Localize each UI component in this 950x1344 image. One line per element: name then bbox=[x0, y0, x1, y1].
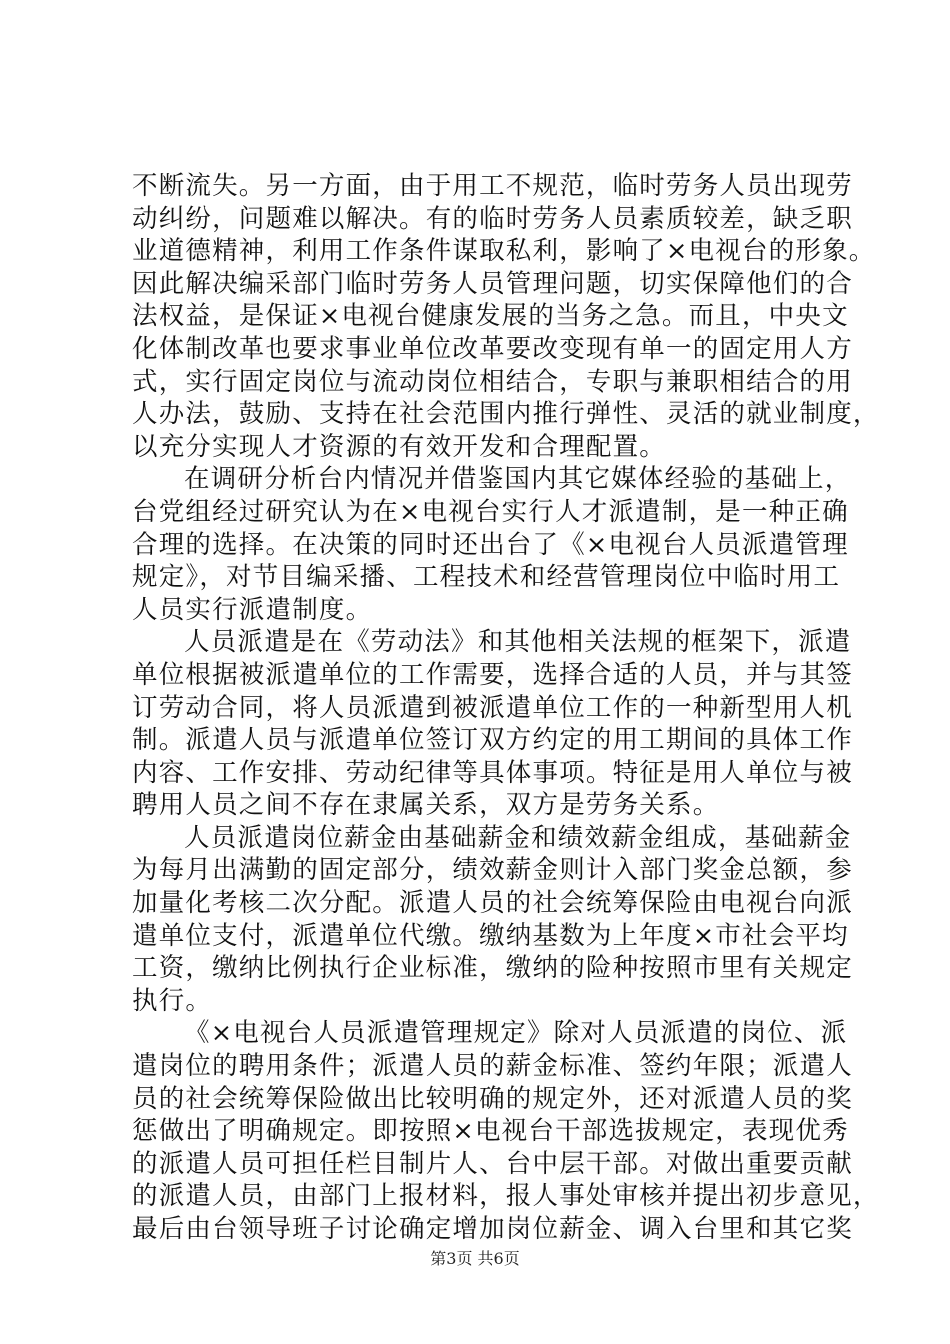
text-line: 单位根据被派遣单位的工作需要，选择合适的人员，并与其签 bbox=[132, 659, 853, 690]
paragraph bbox=[132, 1017, 880, 1245]
text-line: 的派遣人员可担任栏目制片人、台中层干部。对做出重要贡献 bbox=[132, 1148, 853, 1179]
text-line: 《×电视台人员派遣管理规定》除对人员派遣的岗位、派 bbox=[184, 1018, 848, 1049]
text-line: 制。派遣人员与派遣单位签订双方约定的用工期间的具体工作 bbox=[132, 725, 853, 756]
text-line: 员的社会统筹保险做出比较明确的规定外，还对派遣人员的奖 bbox=[132, 1083, 853, 1114]
text-line: 法权益，是保证×电视台健康发展的当务之急。而且，中央文 bbox=[132, 301, 849, 332]
text-line: 最后由台领导班子讨论确定增加岗位薪金、调入台里和其它奖 bbox=[132, 1214, 853, 1244]
text-line: 化体制改革也要求事业单位改革要改变现有单一的固定用人方 bbox=[132, 333, 853, 364]
paragraph bbox=[132, 170, 880, 463]
text-line: 人员派遣是在《劳动法》和其他相关法规的框架下，派遣 bbox=[184, 627, 852, 658]
page-number: 第3页 共6页 bbox=[430, 1249, 520, 1268]
text-line: 业道德精神，利用工作条件谋取私利，影响了×电视台的形象。 bbox=[132, 236, 876, 267]
text-line: 为每月出满勤的固定部分，绩效薪金则计入部门奖金总额，参 bbox=[132, 855, 853, 886]
text-line: 工资，缴纳比例执行企业标准，缴纳的险种按照市里有关规定 bbox=[132, 953, 853, 984]
text-line: 加量化考核二次分配。派遣人员的社会统筹保险由电视台向派 bbox=[132, 888, 853, 919]
text-line: 规定》，对节目编采播、工程技术和经营管理岗位中临时用工 bbox=[132, 562, 841, 593]
text-line: 遣岗位的聘用条件；派遣人员的薪金标准、签约年限；派遣人 bbox=[132, 1051, 853, 1082]
text-line: 执行。 bbox=[132, 985, 213, 1016]
text-line: 合理的选择。在决策的同时还出台了《×电视台人员派遣管理 bbox=[132, 529, 849, 560]
text-line: 聘用人员之间不存在隶属关系，双方是劳务关系。 bbox=[132, 790, 720, 821]
text-line: 人办法，鼓励、支持在社会范围内推行弹性、灵活的就业制度， bbox=[132, 399, 880, 430]
text-line: 动纠纷，问题难以解决。有的临时劳务人员素质较差，缺乏职 bbox=[132, 203, 853, 234]
text-line: 因此解决编采部门临时劳务人员管理问题，切实保障他们的合 bbox=[132, 268, 853, 299]
text-line: 的派遣人员，由部门上报材料，报人事处审核并提出初步意见， bbox=[132, 1181, 880, 1212]
text-line: 在调研分析台内情况并借鉴国内其它媒体经验的基础上， bbox=[184, 464, 852, 495]
text-line: 订劳动合同，将人员派遣到被派遣单位工作的一种新型用人机 bbox=[132, 692, 853, 723]
text-line: 人员实行派遣制度。 bbox=[132, 594, 373, 625]
paragraph bbox=[132, 822, 853, 1018]
text-line: 遣单位支付，派遣单位代缴。缴纳基数为上年度×市社会平均 bbox=[132, 920, 849, 951]
text-line: 内容、工作安排、劳动纪律等具体事项。特征是用人单位与被 bbox=[132, 757, 853, 788]
page-footer bbox=[0, 1246, 950, 1269]
text-line: 惩做出了明确规定。即按照×电视台干部选拔规定，表现优秀 bbox=[132, 1116, 849, 1147]
text-line: 人员派遣岗位薪金由基础薪金和绩效薪金组成，基础薪金 bbox=[184, 822, 852, 853]
text-line: 不断流失。另一方面，由于用工不规范，临时劳务人员出现劳 bbox=[132, 171, 853, 201]
text-line: 台党组经过研究认为在×电视台实行人才派遣制，是一种正确 bbox=[132, 496, 849, 527]
text-line: 以充分实现人才资源的有效开发和合理配置。 bbox=[132, 431, 667, 462]
text-line: 式，实行固定岗位与流动岗位相结合，专职与兼职相结合的用 bbox=[132, 366, 853, 397]
paragraph bbox=[132, 626, 853, 822]
paragraph bbox=[132, 463, 852, 626]
document-body bbox=[132, 170, 880, 1246]
